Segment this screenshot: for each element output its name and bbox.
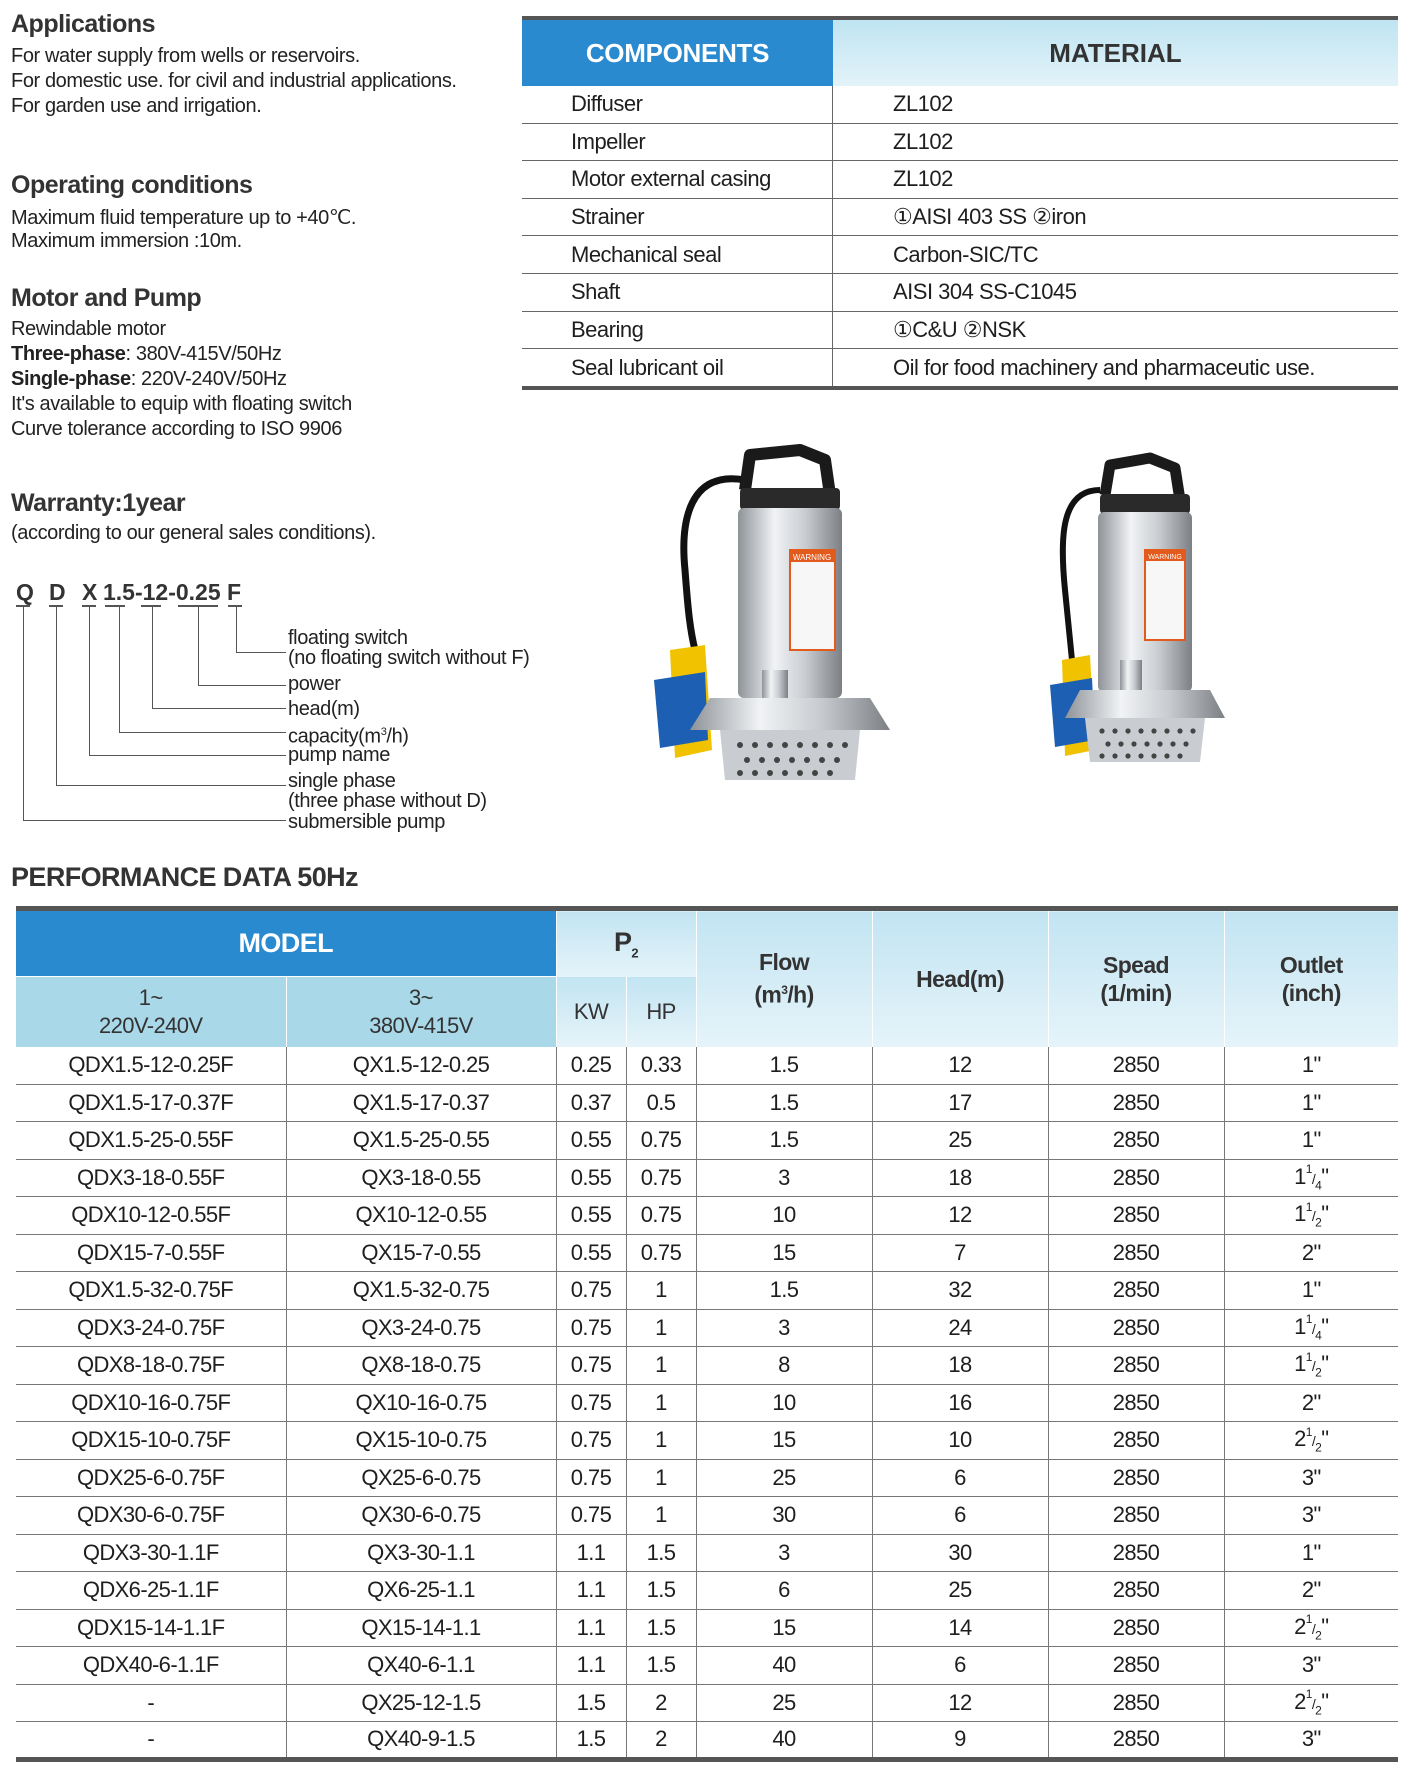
head-value: 32 [872, 1272, 1048, 1310]
header-three-phase: 3~ 380V-415V [286, 977, 556, 1047]
head-value: 17 [872, 1084, 1048, 1122]
head-value: 30 [872, 1534, 1048, 1572]
component-row [522, 199, 1398, 237]
model-single-phase: QDX10-12-0.55F [16, 1197, 286, 1235]
model-three-phase: QX6-25-1.1 [286, 1572, 556, 1610]
speed-value: 2850 [1048, 1722, 1224, 1760]
model-three-phase: QX15-14-1.1 [286, 1609, 556, 1647]
speed-value: 2850 [1048, 1347, 1224, 1385]
table-row [16, 1384, 1398, 1422]
flow-value: 15 [696, 1609, 872, 1647]
model-three-phase: QX1.5-17-0.37 [286, 1084, 556, 1122]
outlet-value: 3" [1224, 1647, 1398, 1685]
model-single-phase: QDX10-16-0.75F [16, 1384, 286, 1422]
power-hp: 2 [626, 1684, 696, 1722]
component-name: Motor external casing [522, 161, 833, 198]
component-material: AISI 304 SS-C1045 [893, 279, 1077, 305]
power-kw: 0.25 [556, 1047, 626, 1085]
label-single-phase: single phase [288, 770, 396, 792]
model-single-phase: QDX15-10-0.75F [16, 1422, 286, 1460]
power-kw: 1.5 [556, 1722, 626, 1760]
head-value: 14 [872, 1609, 1048, 1647]
power-hp: 0.75 [626, 1122, 696, 1160]
power-kw: 0.75 [556, 1422, 626, 1460]
table-row [16, 1309, 1398, 1347]
head-value: 12 [872, 1197, 1048, 1235]
power-kw: 1.1 [556, 1572, 626, 1610]
power-hp: 1 [626, 1459, 696, 1497]
label-submersible: submersible pump [288, 811, 446, 833]
power-hp: 0.75 [626, 1159, 696, 1197]
component-row [522, 349, 1398, 390]
applications-title: Applications [11, 10, 156, 38]
label-floating-switch-note: (no floating switch without F) [288, 647, 530, 669]
head-value: 24 [872, 1309, 1048, 1347]
flow-value: 25 [696, 1684, 872, 1722]
speed-value: 2850 [1048, 1084, 1224, 1122]
model-three-phase: QX30-6-0.75 [286, 1497, 556, 1535]
speed-value: 2850 [1048, 1609, 1224, 1647]
speed-value: 2850 [1048, 1122, 1224, 1160]
flow-value: 1.5 [696, 1272, 872, 1310]
model-three-phase: QX15-7-0.55 [286, 1234, 556, 1272]
outlet-value: $2^1/_2$" [1224, 1684, 1398, 1722]
power-hp: 1 [626, 1497, 696, 1535]
power-kw: 1.5 [556, 1684, 626, 1722]
header-model: MODEL [16, 909, 556, 977]
speed-value: 2850 [1048, 1572, 1224, 1610]
model-three-phase: QX40-6-1.1 [286, 1647, 556, 1685]
flow-value: 40 [696, 1647, 872, 1685]
outlet-value: 1" [1224, 1122, 1398, 1160]
component-material: ①AISI 403 SS ②iron [893, 204, 1087, 230]
component-material: ①C&U ②NSK [893, 316, 1026, 342]
model-single-phase: QDX15-14-1.1F [16, 1609, 286, 1647]
head-value: 16 [872, 1384, 1048, 1422]
component-name: Shaft [522, 274, 833, 311]
model-three-phase: QX25-12-1.5 [286, 1684, 556, 1722]
code-letter-f: F [227, 579, 242, 605]
label-single-phase-note: (three phase without D) [288, 790, 487, 812]
component-row [522, 274, 1398, 312]
model-three-phase: QX3-24-0.75 [286, 1309, 556, 1347]
power-hp: 1 [626, 1422, 696, 1460]
power-hp: 0.33 [626, 1047, 696, 1085]
power-hp: 1.5 [626, 1647, 696, 1685]
motor-title: Motor and Pump [11, 284, 202, 312]
motor-line: Rewindable motor [11, 318, 166, 340]
performance-title: PERFORMANCE DATA 50Hz [11, 862, 358, 892]
flow-value: 6 [696, 1572, 872, 1610]
speed-value: 2850 [1048, 1197, 1224, 1235]
component-row [522, 86, 1398, 124]
table-row [16, 1159, 1398, 1197]
speed-value: 2850 [1048, 1497, 1224, 1535]
operating-title: Operating conditions [11, 171, 253, 199]
model-single-phase: QDX40-6-1.1F [16, 1647, 286, 1685]
speed-value: 2850 [1048, 1459, 1224, 1497]
components-header [522, 16, 1398, 86]
applications-line: For domestic use. for civil and industrial applications. [11, 70, 457, 92]
outlet-value: 1" [1224, 1534, 1398, 1572]
table-row [16, 1347, 1398, 1385]
component-name: Mechanical seal [522, 236, 833, 273]
table-row [16, 1272, 1398, 1310]
component-name: Diffuser [522, 86, 833, 123]
power-hp: 1.5 [626, 1534, 696, 1572]
speed-value: 2850 [1048, 1159, 1224, 1197]
motor-line: Curve tolerance according to ISO 9906 [11, 418, 342, 440]
power-hp: 1.5 [626, 1609, 696, 1647]
label-head: head(m) [288, 698, 360, 720]
table-row [16, 1459, 1398, 1497]
flow-value: 10 [696, 1384, 872, 1422]
code-letter-d: D [49, 579, 66, 605]
model-three-phase: QX10-12-0.55 [286, 1197, 556, 1235]
model-single-phase: QDX3-18-0.55F [16, 1159, 286, 1197]
header-hp: HP [626, 977, 696, 1047]
motor-line: It's available to equip with floating switch [11, 393, 352, 415]
head-value: 12 [872, 1047, 1048, 1085]
power-kw: 1.1 [556, 1534, 626, 1572]
speed-value: 2850 [1048, 1684, 1224, 1722]
power-kw: 0.55 [556, 1234, 626, 1272]
code-numbers: 1.5-12-0.25 [103, 579, 221, 605]
header-kw: KW [556, 977, 626, 1047]
flow-value: 3 [696, 1159, 872, 1197]
model-three-phase: QX1.5-12-0.25 [286, 1047, 556, 1085]
flow-value: 30 [696, 1497, 872, 1535]
component-row [522, 236, 1398, 274]
model-single-phase: - [16, 1722, 286, 1760]
component-row [522, 312, 1398, 350]
warranty-title: Warranty:1year [11, 489, 186, 517]
header-head: Head(m) [872, 909, 1048, 1047]
outlet-value: $1^1/_2$" [1224, 1197, 1398, 1235]
component-name: Seal lubricant oil [522, 349, 833, 386]
speed-value: 2850 [1048, 1647, 1224, 1685]
pump-image-large [650, 440, 920, 830]
table-row [16, 1572, 1398, 1610]
code-letter-x: X [82, 579, 98, 605]
power-hp: 1.5 [626, 1572, 696, 1610]
component-row [522, 124, 1398, 162]
power-kw: 1.1 [556, 1609, 626, 1647]
table-row [16, 1684, 1398, 1722]
model-three-phase: QX1.5-25-0.55 [286, 1122, 556, 1160]
model-single-phase: QDX1.5-17-0.37F [16, 1084, 286, 1122]
warranty-note: (according to our general sales conditions). [11, 522, 376, 544]
head-value: 18 [872, 1347, 1048, 1385]
model-single-phase: QDX1.5-12-0.25F [16, 1047, 286, 1085]
model-single-phase: QDX3-30-1.1F [16, 1534, 286, 1572]
table-row [16, 1122, 1398, 1160]
table-row [16, 1234, 1398, 1272]
power-kw: 0.37 [556, 1084, 626, 1122]
table-row [16, 1497, 1398, 1535]
components-table [522, 16, 1398, 390]
table-row [16, 1422, 1398, 1460]
table-row [16, 1647, 1398, 1685]
speed-value: 2850 [1048, 1534, 1224, 1572]
speed-value: 2850 [1048, 1047, 1224, 1085]
label-power: power [288, 673, 341, 695]
head-value: 10 [872, 1422, 1048, 1460]
speed-value: 2850 [1048, 1234, 1224, 1272]
power-kw: 1.1 [556, 1647, 626, 1685]
outlet-value: 1" [1224, 1047, 1398, 1085]
table-row [16, 1047, 1398, 1085]
table-row [16, 1534, 1398, 1572]
power-hp: 1 [626, 1272, 696, 1310]
head-value: 25 [872, 1122, 1048, 1160]
outlet-value: 1" [1224, 1272, 1398, 1310]
applications-line: For garden use and irrigation. [11, 95, 262, 117]
pump-warning-label: WARNING [792, 553, 832, 562]
component-material: Carbon-SIC/TC [893, 241, 1039, 267]
outlet-value: 3" [1224, 1497, 1398, 1535]
outlet-value: $1^1/_4$" [1224, 1159, 1398, 1197]
head-value: 18 [872, 1159, 1048, 1197]
head-value: 6 [872, 1497, 1048, 1535]
speed-value: 2850 [1048, 1272, 1224, 1310]
outlet-value: 3" [1224, 1459, 1398, 1497]
outlet-value: 1" [1224, 1084, 1398, 1122]
model-three-phase: QX40-9-1.5 [286, 1722, 556, 1760]
table-row [16, 1197, 1398, 1235]
flow-value: 3 [696, 1534, 872, 1572]
flow-value: 15 [696, 1234, 872, 1272]
flow-value: 40 [696, 1722, 872, 1760]
outlet-value: 2" [1224, 1234, 1398, 1272]
header-p2: $P_2$ [556, 909, 696, 977]
head-value: 6 [872, 1459, 1048, 1497]
head-value: 12 [872, 1684, 1048, 1722]
power-kw: 0.75 [556, 1459, 626, 1497]
model-three-phase: QX1.5-32-0.75 [286, 1272, 556, 1310]
outlet-value: 2" [1224, 1384, 1398, 1422]
power-kw: 0.55 [556, 1122, 626, 1160]
head-value: 9 [872, 1722, 1048, 1760]
outlet-value: $1^1/_4$" [1224, 1309, 1398, 1347]
power-kw: 0.75 [556, 1347, 626, 1385]
table-row [16, 1609, 1398, 1647]
model-three-phase: QX3-30-1.1 [286, 1534, 556, 1572]
model-three-phase: QX8-18-0.75 [286, 1347, 556, 1385]
motor-single-phase: Single-phase: 220V-240V/50Hz [11, 368, 287, 390]
power-hp: 0.75 [626, 1234, 696, 1272]
power-hp: 0.5 [626, 1084, 696, 1122]
model-single-phase: QDX25-6-0.75F [16, 1459, 286, 1497]
power-hp: 1 [626, 1309, 696, 1347]
model-single-phase: QDX3-24-0.75F [16, 1309, 286, 1347]
header-speed: Spead (1/min) [1048, 909, 1224, 1047]
outlet-value: $1^1/_2$" [1224, 1347, 1398, 1385]
table-row [16, 1722, 1398, 1760]
component-name: Bearing [522, 312, 833, 349]
model-single-phase: QDX1.5-32-0.75F [16, 1272, 286, 1310]
header-outlet: Outlet (inch) [1224, 909, 1398, 1047]
header-flow: Flow $(m^3/h)$ [696, 909, 872, 1047]
label-floating-switch: floating switch [288, 627, 408, 649]
flow-value: 25 [696, 1459, 872, 1497]
power-kw: 0.75 [556, 1497, 626, 1535]
operating-line: Maximum fluid temperature up to +40℃. [11, 207, 357, 229]
code-letter-q: Q [16, 579, 34, 605]
component-material: Oil for food machinery and pharmaceutic use. [893, 354, 1315, 380]
model-single-phase: QDX1.5-25-0.55F [16, 1122, 286, 1160]
model-three-phase: QX10-16-0.75 [286, 1384, 556, 1422]
model-single-phase: QDX6-25-1.1F [16, 1572, 286, 1610]
table-row [16, 1084, 1398, 1122]
power-hp: 1 [626, 1384, 696, 1422]
component-material: ZL102 [893, 128, 953, 154]
power-kw: 0.55 [556, 1159, 626, 1197]
power-hp: 0.75 [626, 1197, 696, 1235]
label-capacity: $capacity(m^3/h)$ [288, 725, 409, 748]
power-hp: 2 [626, 1722, 696, 1760]
power-kw: 0.75 [556, 1272, 626, 1310]
component-name: Strainer [522, 199, 833, 236]
label-pump-name: pump name [288, 744, 391, 766]
model-single-phase: QDX15-7-0.55F [16, 1234, 286, 1272]
flow-value: 10 [696, 1197, 872, 1235]
flow-value: 15 [696, 1422, 872, 1460]
model-single-phase: QDX8-18-0.75F [16, 1347, 286, 1385]
header-material: MATERIAL [833, 20, 1398, 86]
flow-value: 1.5 [696, 1122, 872, 1160]
header-components: COMPONENTS [522, 20, 833, 86]
component-name: Impeller [522, 124, 833, 161]
outlet-value: 2" [1224, 1572, 1398, 1610]
outlet-value: $2^1/_2$" [1224, 1422, 1398, 1460]
pump-image-small [1040, 450, 1260, 820]
flow-value: 8 [696, 1347, 872, 1385]
head-value: 6 [872, 1647, 1048, 1685]
power-kw: 0.75 [556, 1309, 626, 1347]
power-kw: 0.55 [556, 1197, 626, 1235]
model-single-phase: QDX30-6-0.75F [16, 1497, 286, 1535]
model-three-phase: QX3-18-0.55 [286, 1159, 556, 1197]
operating-line: Maximum immersion :10m. [11, 230, 242, 252]
component-row [522, 161, 1398, 199]
outlet-value: $2^1/_2$" [1224, 1609, 1398, 1647]
flow-value: 3 [696, 1309, 872, 1347]
flow-value: 1.5 [696, 1047, 872, 1085]
head-value: 25 [872, 1572, 1048, 1610]
power-kw: 0.75 [556, 1384, 626, 1422]
motor-three-phase: Three-phase: 380V-415V/50Hz [11, 343, 282, 365]
pump-warning-label: WARNING [1148, 554, 1182, 561]
component-material: ZL102 [893, 91, 953, 117]
power-hp: 1 [626, 1347, 696, 1385]
flow-value: 1.5 [696, 1084, 872, 1122]
speed-value: 2850 [1048, 1309, 1224, 1347]
model-three-phase: QX15-10-0.75 [286, 1422, 556, 1460]
head-value: 7 [872, 1234, 1048, 1272]
speed-value: 2850 [1048, 1422, 1224, 1460]
header-single-phase: 1~ 220V-240V [16, 977, 286, 1047]
outlet-value: 3" [1301, 1726, 1321, 1752]
component-material: ZL102 [893, 166, 953, 192]
model-three-phase: QX25-6-0.75 [286, 1459, 556, 1497]
model-single-phase: - [16, 1684, 286, 1722]
performance-table [16, 906, 1398, 1762]
applications-line: For water supply from wells or reservoirs. [11, 45, 360, 67]
speed-value: 2850 [1048, 1384, 1224, 1422]
